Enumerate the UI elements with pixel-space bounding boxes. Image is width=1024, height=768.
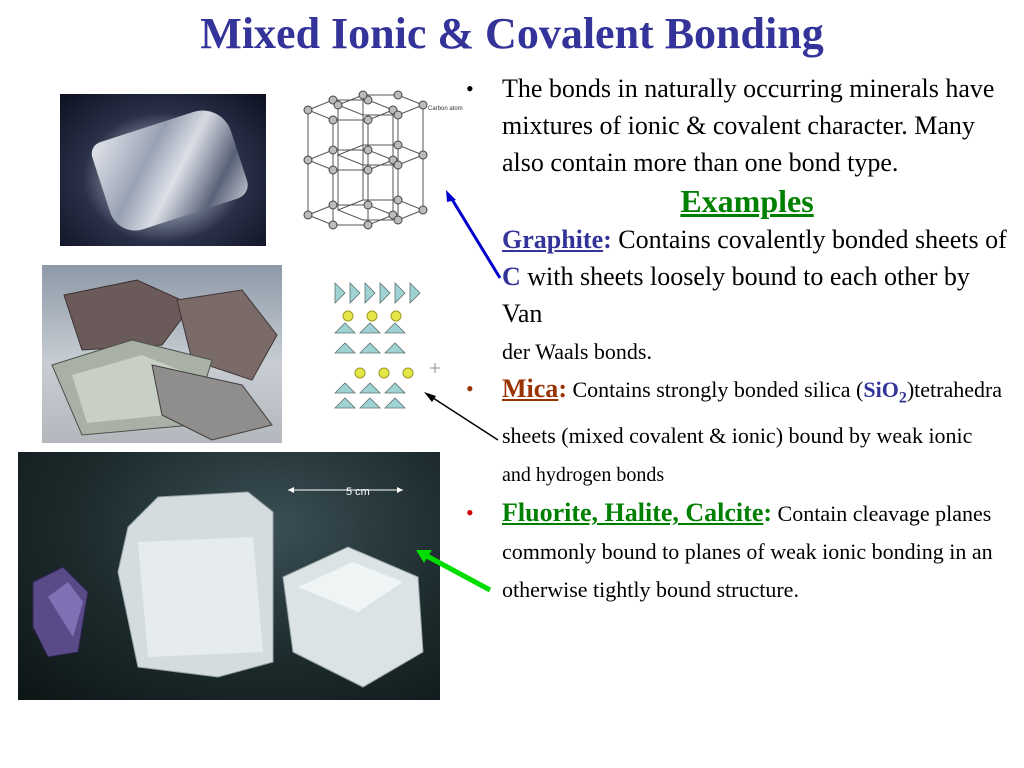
scale-label: 5 cm bbox=[346, 486, 370, 498]
sio2-formula: SiO bbox=[863, 377, 899, 402]
lattice-label: Carbon atom bbox=[428, 106, 463, 112]
examples-heading: Examples bbox=[680, 183, 814, 219]
intro-text: The bonds in naturally occurring minerals have mixtures of ionic & covalent character. Many also contain more than one bond type. bbox=[502, 74, 995, 177]
bullet-intro: • The bonds in naturally occurring minerals have mixtures of ionic & covalent character. Many also contain more than one bond type. bbox=[466, 74, 995, 177]
text-column bbox=[462, 70, 1012, 608]
mica-name: Mica bbox=[502, 374, 559, 403]
fluorite-name: Fluorite, Halite, Calcite bbox=[502, 498, 764, 528]
slide-title: Mixed Ionic & Covalent Bonding bbox=[200, 9, 824, 58]
graphite-name: Graphite bbox=[502, 225, 604, 254]
bullet-fluorite: • Fluorite, Halite, Calcite: Contain cleavage planes commonly bound to planes of weak ionic bonding in an otherwise tightly bound structure. bbox=[466, 498, 993, 603]
bullet-mica: • Mica: Contains strongly bonded silica (SiO$_2$)tetrahedra sheets (mixed covalent & ionic) bound by weak ionic and hydrogen bonds bbox=[466, 374, 1003, 487]
carbon-symbol: C bbox=[502, 262, 521, 291]
graphite-paragraph: Graphite: Contains covalently bonded sheets of C with sheets loosely bound to each other by Van der Waals bonds. bbox=[502, 225, 1007, 364]
